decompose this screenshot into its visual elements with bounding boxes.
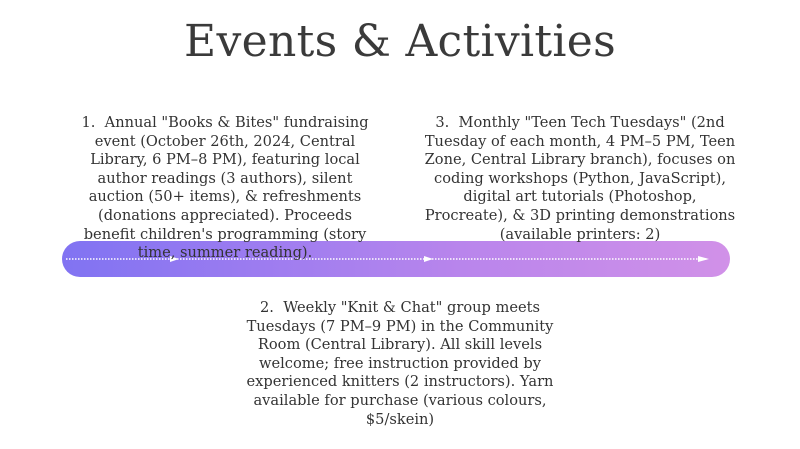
- event-2-text: Weekly "Knit & Chat" group meets Tuesdays (7 PM–9 PM) in the Community Room (Central Library). All skill levels welcome; free instruction provided by experienced knitters (2 instructors). Yarn available for purchase (various colours, $5/skein): [246, 299, 554, 428]
- event-2-number: 2.: [260, 299, 274, 316]
- timeline-arrowhead: [698, 256, 709, 262]
- event-1-number: 1.: [81, 114, 96, 131]
- timeline-marker-2: [424, 256, 433, 262]
- slide-title: Events & Activities: [184, 16, 616, 67]
- event-1: [72, 114, 378, 263]
- event-1-text: Annual "Books & Bites" fundraising event (October 26th, 2024, Central Library, 6 PM–8 PM), featuring local author readings (3 authors), silent auction (50+ items), & refreshments (donations appreciated). Proceeds benefit children's programming (story time, summer reading).: [83, 114, 369, 262]
- event-3: [422, 114, 738, 244]
- event-2: [226, 299, 574, 429]
- event-3-text: Monthly "Teen Tech Tuesdays" (2nd Tuesday of each month, 4 PM–5 PM, Teen Zone, Central Library branch), focuses on coding workshops (Python, JavaScript), digital art tutorials (Photoshop, Procreate), & 3D printing demonstrations (available printers: 2): [424, 114, 736, 243]
- event-3-number: 3.: [435, 114, 450, 131]
